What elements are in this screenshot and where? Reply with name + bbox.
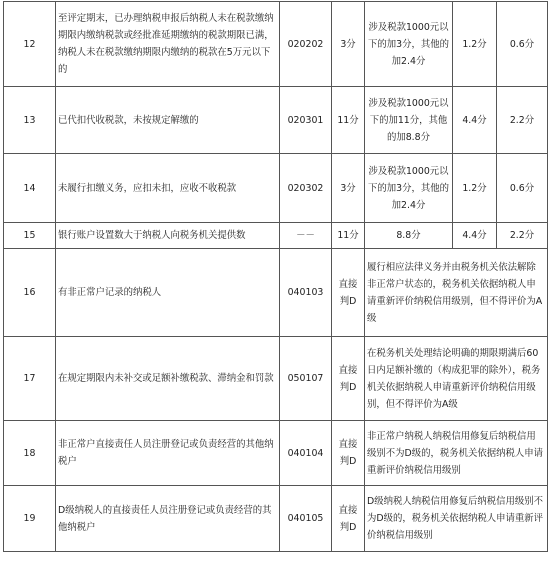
table-row bbox=[4, 486, 548, 552]
indicator-code: 020302 bbox=[280, 154, 332, 223]
row-number: 16 bbox=[4, 249, 56, 337]
scoring-rule: 8.8分 bbox=[365, 223, 453, 249]
indicator-code: 040103 bbox=[280, 249, 332, 337]
indicator-code: 040104 bbox=[280, 421, 332, 486]
repair-rule: 非正常户纳税人纳税信用修复后纳税信用级别不为D级的，税务机关依据纳税人申请重新评价纳税信用级别 bbox=[365, 421, 548, 486]
indicator-code: 040105 bbox=[280, 486, 332, 552]
row-description: 在规定期限内未补交或足额补缴税款、滞纳金和罚款 bbox=[56, 337, 280, 421]
scoring-table bbox=[3, 1, 548, 552]
deduction-score: 3分 bbox=[332, 154, 365, 223]
indicator-code: －－ bbox=[280, 223, 332, 249]
table-row bbox=[4, 2, 548, 87]
deduction-score: 直接判D bbox=[332, 249, 365, 337]
table-row bbox=[4, 223, 548, 249]
deduction-score: 直接判D bbox=[332, 486, 365, 552]
row-number: 18 bbox=[4, 421, 56, 486]
row-number: 17 bbox=[4, 337, 56, 421]
row-description: 非正常户直接责任人员注册登记或负责经营的其他纳税户 bbox=[56, 421, 280, 486]
indicator-code: 020301 bbox=[280, 87, 332, 154]
row-number: 12 bbox=[4, 2, 56, 87]
row-number: 15 bbox=[4, 223, 56, 249]
indicator-code: 020202 bbox=[280, 2, 332, 87]
table-row bbox=[4, 154, 548, 223]
score-col-b: 2.2分 bbox=[497, 87, 548, 154]
scoring-rule: 涉及税款1000元以下的加3分，其他的加2.4分 bbox=[365, 2, 453, 87]
deduction-score: 11分 bbox=[332, 223, 365, 249]
row-number: 13 bbox=[4, 87, 56, 154]
row-number: 19 bbox=[4, 486, 56, 552]
score-col-a: 1.2分 bbox=[453, 154, 497, 223]
row-description: 未履行扣缴义务，应扣未扣，应收不收税款 bbox=[56, 154, 280, 223]
deduction-score: 11分 bbox=[332, 87, 365, 154]
deduction-score: 3分 bbox=[332, 2, 365, 87]
row-description: 至评定期末，已办理纳税申报后纳税人未在税款缴纳期限内缴纳税款或经批准延期缴纳的税款期限已满，纳税人未在税款缴纳期限内缴纳的税款在5万元以下的 bbox=[56, 2, 280, 87]
score-col-b: 0.6分 bbox=[497, 2, 548, 87]
table-row bbox=[4, 421, 548, 486]
table-row bbox=[4, 249, 548, 337]
row-number: 14 bbox=[4, 154, 56, 223]
score-col-a: 4.4分 bbox=[453, 87, 497, 154]
row-description: 银行账户设置数大于纳税人向税务机关提供数 bbox=[56, 223, 280, 249]
repair-rule: 在税务机关处理结论明确的期限期满后60日内足额补缴的（构成犯罪的除外），税务机关依据纳税人申请重新评价纳税信用级别，但不得评价为A级 bbox=[365, 337, 548, 421]
scoring-rule: 涉及税款1000元以下的加3分，其他的加2.4分 bbox=[365, 154, 453, 223]
score-col-a: 4.4分 bbox=[453, 223, 497, 249]
score-col-a: 1.2分 bbox=[453, 2, 497, 87]
repair-rule: D级纳税人纳税信用修复后纳税信用级别不为D级的，税务机关依据纳税人申请重新评价纳税信用级别 bbox=[365, 486, 548, 552]
scoring-rule: 涉及税款1000元以下的加11分，其他的加8.8分 bbox=[365, 87, 453, 154]
score-col-b: 0.6分 bbox=[497, 154, 548, 223]
indicator-code: 050107 bbox=[280, 337, 332, 421]
deduction-score: 直接判D bbox=[332, 337, 365, 421]
table-row bbox=[4, 337, 548, 421]
repair-rule: 履行相应法律义务并由税务机关依法解除非正常户状态的，税务机关依据纳税人申请重新评价纳税信用级别，但不得评价为A级 bbox=[365, 249, 548, 337]
row-description: 有非正常户记录的纳税人 bbox=[56, 249, 280, 337]
deduction-score: 直接判D bbox=[332, 421, 365, 486]
row-description: D级纳税人的直接责任人员注册登记或负责经营的其他纳税户 bbox=[56, 486, 280, 552]
table-row bbox=[4, 87, 548, 154]
score-col-b: 2.2分 bbox=[497, 223, 548, 249]
row-description: 已代扣代收税款，未按规定解缴的 bbox=[56, 87, 280, 154]
